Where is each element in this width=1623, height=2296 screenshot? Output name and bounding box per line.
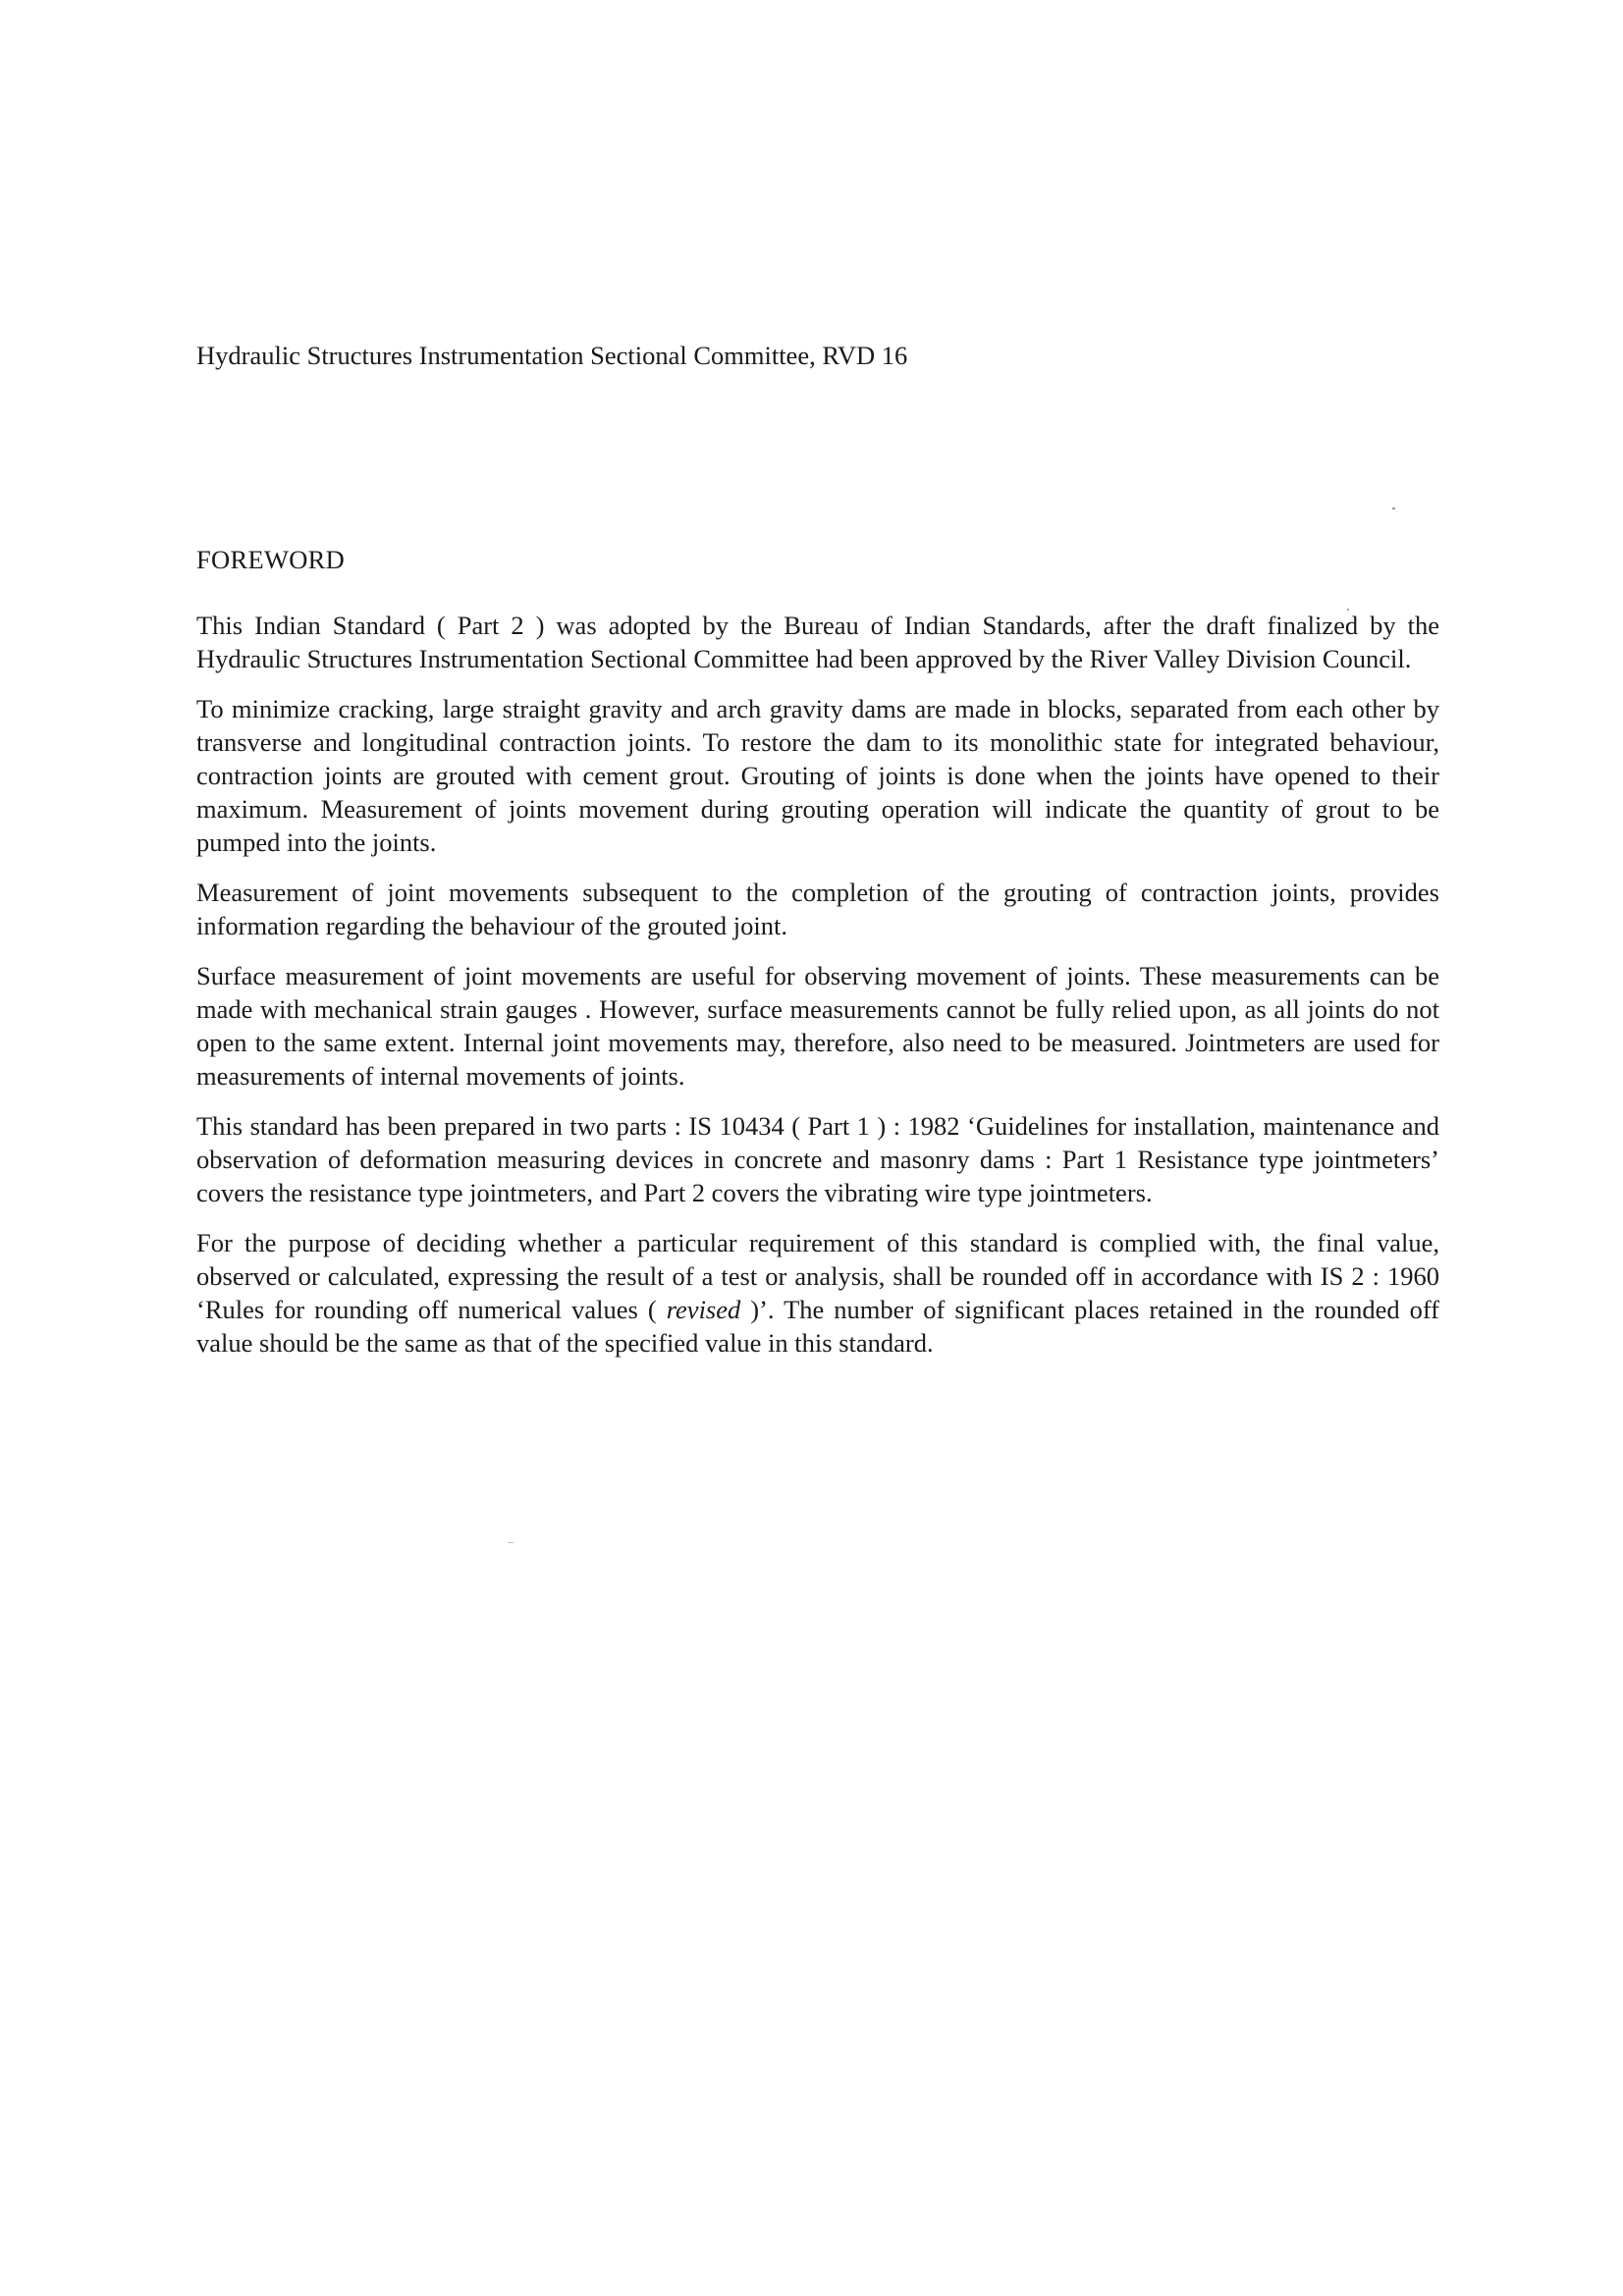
committee-line: Hydraulic Structures Instrumentation Sectional Committee, RVD 16 bbox=[196, 341, 908, 370]
scan-speck bbox=[508, 1542, 514, 1543]
paragraph-adoption: This Indian Standard ( Part 2 ) was adopted by the Bureau of Indian Standards, after the draft finalized by the Hydraulic Structures Instrumentation Sectional Committee had been approved by the River Valley Division Council. bbox=[196, 611, 1439, 673]
paragraph-rounding bbox=[196, 1226, 1439, 1360]
paragraph-joint-movements: Measurement of joint movements subsequent to the completion of the grouting of contraction joints, provides information regarding the behaviour of the grouted joint. bbox=[196, 878, 1439, 940]
paragraph-standard-parts: This standard has been prepared in two parts : IS 10434 ( Part 1 ) : 1982 ‘Guidelines for installation, maintenance and observation of deformation measuring devices in concrete and masonry dams : Part 1 Resistance type jointmeters’ covers the resistance type jointmeters, and Part 2 covers the vibrating wire type jointmeters. bbox=[196, 1111, 1439, 1207]
foreword-heading: FOREWORD bbox=[196, 545, 346, 574]
paragraph-surface-measurement: Surface measurement of joint movements are useful for observing movement of joints. These measurements can be made with mechanical strain gauges . However, surface measurements cannot be fully relied upon, as all joints do not open to the same extent. Internal joint movements may, therefore, also need to be measured. Jointmeters are used for measurements of internal movements of joints. bbox=[196, 961, 1439, 1091]
scan-speck bbox=[1392, 507, 1395, 509]
rounding-text-start: For the purpose of deciding whether a particular requirement of this standard is complied with, the final value, observed or calculated, expressing the result of a test or analysis, shall be rounded off in accordance with IS 2 : 1960 ‘Rules for rounding off numerical values ( bbox=[196, 1228, 1439, 1324]
rounding-italic-revised: revised bbox=[666, 1295, 741, 1324]
paragraph-contraction-joints: To minimize cracking, large straight gravity and arch gravity dams are made in blocks, separated from each other by transverse and longitudinal contraction joints. To restore the dam to its monolithic state for integrated behaviour, contraction joints are grouted with cement grout. Grouting of joints is done when the joints have opened to their maximum. Measurement of joints movement during grouting operation will indicate the quantity of grout to be pumped into the joints. bbox=[196, 694, 1439, 857]
scan-speck bbox=[1347, 609, 1349, 611]
foreword-body bbox=[196, 609, 1439, 1376]
rounding-text-end: )’. The number of significant places retained in the rounded off value should be the same as that of the specified value in this standard. bbox=[196, 1295, 1440, 1358]
